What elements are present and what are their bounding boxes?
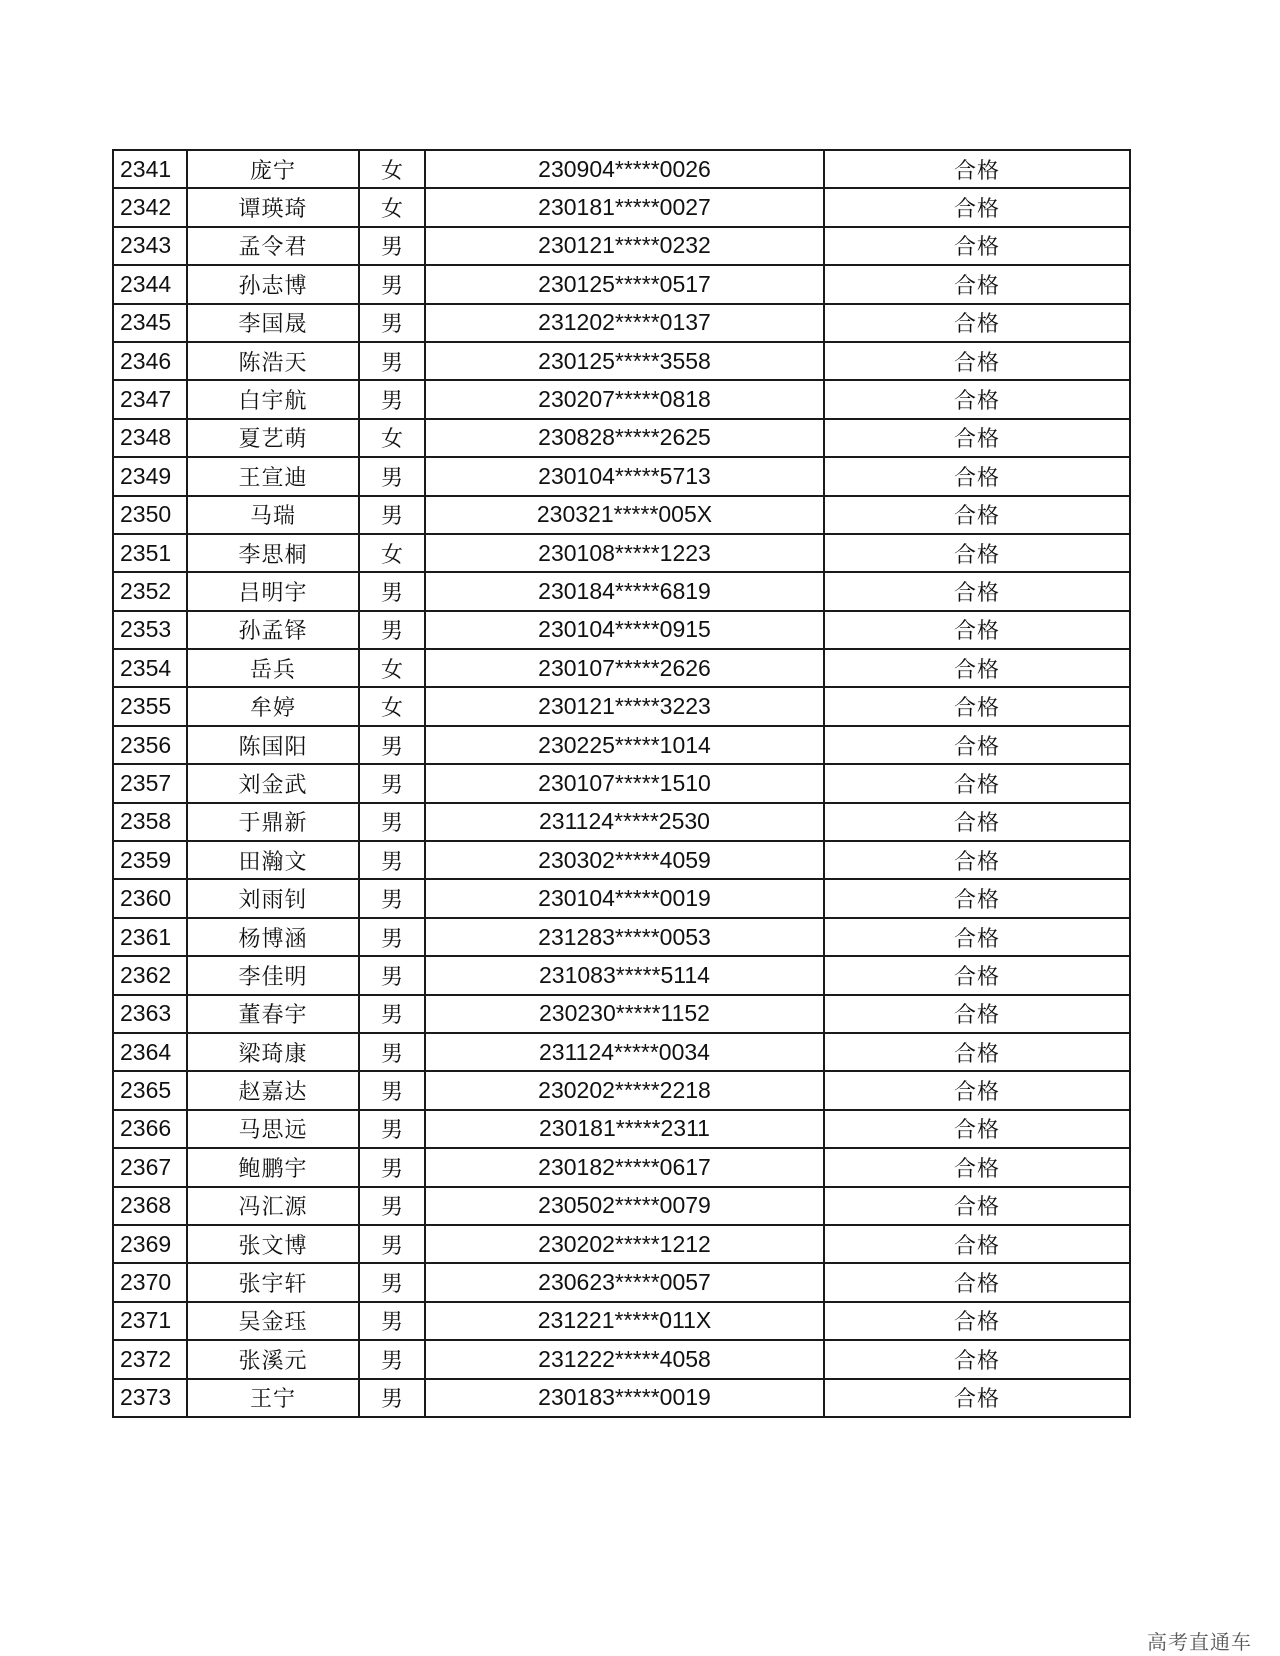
result-status: 合格 (824, 1379, 1130, 1417)
person-name: 夏艺萌 (187, 419, 359, 457)
table-row (113, 879, 1130, 917)
row-number: 2362 (113, 956, 187, 994)
id-number: 230104*****5713 (425, 457, 824, 495)
id-number: 230828*****2625 (425, 419, 824, 457)
row-number: 2354 (113, 649, 187, 687)
row-number: 2343 (113, 227, 187, 265)
table-row (113, 265, 1130, 303)
gender-cell: 男 (359, 764, 425, 802)
table-row (113, 956, 1130, 994)
table-row (113, 534, 1130, 572)
id-number: 230107*****2626 (425, 649, 824, 687)
table-row (113, 841, 1130, 879)
id-number: 230623*****0057 (425, 1263, 824, 1301)
results-table (112, 149, 1131, 1418)
row-number: 2359 (113, 841, 187, 879)
result-status: 合格 (824, 1187, 1130, 1225)
gender-cell: 男 (359, 1302, 425, 1340)
result-status: 合格 (824, 649, 1130, 687)
result-status: 合格 (824, 611, 1130, 649)
id-number: 231124*****2530 (425, 803, 824, 841)
gender-cell: 男 (359, 995, 425, 1033)
gender-cell: 男 (359, 1071, 425, 1109)
gender-cell: 女 (359, 649, 425, 687)
person-name: 马瑞 (187, 496, 359, 534)
row-number: 2357 (113, 764, 187, 802)
gender-cell: 男 (359, 457, 425, 495)
row-number: 2360 (113, 879, 187, 917)
gender-cell: 男 (359, 1187, 425, 1225)
row-number: 2342 (113, 188, 187, 226)
person-name: 田瀚文 (187, 841, 359, 879)
gender-cell: 男 (359, 1263, 425, 1301)
id-number: 230107*****1510 (425, 764, 824, 802)
result-status: 合格 (824, 687, 1130, 725)
row-number: 2345 (113, 304, 187, 342)
result-status: 合格 (824, 1148, 1130, 1186)
person-name: 张宇轩 (187, 1263, 359, 1301)
id-number: 230121*****0232 (425, 227, 824, 265)
person-name: 刘金武 (187, 764, 359, 802)
table-row (113, 188, 1130, 226)
row-number: 2346 (113, 342, 187, 380)
table-row (113, 1187, 1130, 1225)
row-number: 2363 (113, 995, 187, 1033)
table-row (113, 227, 1130, 265)
id-number: 230108*****1223 (425, 534, 824, 572)
gender-cell: 男 (359, 572, 425, 610)
gender-cell: 男 (359, 1340, 425, 1378)
person-name: 孙孟铎 (187, 611, 359, 649)
result-status: 合格 (824, 1263, 1130, 1301)
row-number: 2348 (113, 419, 187, 457)
row-number: 2351 (113, 534, 187, 572)
row-number: 2361 (113, 918, 187, 956)
gender-cell: 男 (359, 879, 425, 917)
id-number: 230104*****0915 (425, 611, 824, 649)
id-number: 231083*****5114 (425, 956, 824, 994)
person-name: 孟令君 (187, 227, 359, 265)
gender-cell: 男 (359, 1148, 425, 1186)
row-number: 2366 (113, 1110, 187, 1148)
result-status: 合格 (824, 227, 1130, 265)
id-number: 230321*****005X (425, 496, 824, 534)
gender-cell: 男 (359, 496, 425, 534)
gender-cell: 女 (359, 534, 425, 572)
result-status: 合格 (824, 496, 1130, 534)
table-row (113, 380, 1130, 418)
gender-cell: 男 (359, 1379, 425, 1417)
id-number: 231221*****011X (425, 1302, 824, 1340)
person-name: 陈浩天 (187, 342, 359, 380)
person-name: 吴金珏 (187, 1302, 359, 1340)
id-number: 230182*****0617 (425, 1148, 824, 1186)
gender-cell: 男 (359, 956, 425, 994)
row-number: 2369 (113, 1225, 187, 1263)
id-number: 230225*****1014 (425, 726, 824, 764)
table-row (113, 1340, 1130, 1378)
row-number: 2352 (113, 572, 187, 610)
table-row (113, 496, 1130, 534)
id-number: 230184*****6819 (425, 572, 824, 610)
table-row (113, 1148, 1130, 1186)
row-number: 2371 (113, 1302, 187, 1340)
result-status: 合格 (824, 1033, 1130, 1071)
result-status: 合格 (824, 1340, 1130, 1378)
gender-cell: 男 (359, 227, 425, 265)
table-row (113, 457, 1130, 495)
id-number: 230121*****3223 (425, 687, 824, 725)
person-name: 鲍鹏宇 (187, 1148, 359, 1186)
person-name: 张文博 (187, 1225, 359, 1263)
gender-cell: 男 (359, 265, 425, 303)
row-number: 2367 (113, 1148, 187, 1186)
person-name: 冯汇源 (187, 1187, 359, 1225)
table-row (113, 1379, 1130, 1417)
id-number: 230202*****1212 (425, 1225, 824, 1263)
results-table-body (113, 150, 1130, 1417)
table-row (113, 1033, 1130, 1071)
table-row (113, 1302, 1130, 1340)
id-number: 230181*****2311 (425, 1110, 824, 1148)
result-status: 合格 (824, 304, 1130, 342)
result-status: 合格 (824, 342, 1130, 380)
table-row (113, 687, 1130, 725)
row-number: 2365 (113, 1071, 187, 1109)
row-number: 2355 (113, 687, 187, 725)
table-row (113, 803, 1130, 841)
id-number: 230202*****2218 (425, 1071, 824, 1109)
person-name: 李佳明 (187, 956, 359, 994)
table-row (113, 572, 1130, 610)
row-number: 2353 (113, 611, 187, 649)
row-number: 2372 (113, 1340, 187, 1378)
person-name: 陈国阳 (187, 726, 359, 764)
person-name: 白宇航 (187, 380, 359, 418)
table-row (113, 150, 1130, 188)
person-name: 王宁 (187, 1379, 359, 1417)
result-status: 合格 (824, 534, 1130, 572)
person-name: 李思桐 (187, 534, 359, 572)
result-status: 合格 (824, 1302, 1130, 1340)
table-row (113, 995, 1130, 1033)
table-row (113, 419, 1130, 457)
person-name: 王宣迪 (187, 457, 359, 495)
gender-cell: 男 (359, 803, 425, 841)
person-name: 岳兵 (187, 649, 359, 687)
result-status: 合格 (824, 803, 1130, 841)
gender-cell: 男 (359, 726, 425, 764)
result-status: 合格 (824, 726, 1130, 764)
row-number: 2373 (113, 1379, 187, 1417)
table-row (113, 649, 1130, 687)
gender-cell: 男 (359, 611, 425, 649)
row-number: 2341 (113, 150, 187, 188)
row-number: 2358 (113, 803, 187, 841)
result-status: 合格 (824, 995, 1130, 1033)
table-row (113, 611, 1130, 649)
id-number: 231202*****0137 (425, 304, 824, 342)
row-number: 2364 (113, 1033, 187, 1071)
result-status: 合格 (824, 572, 1130, 610)
gender-cell: 男 (359, 918, 425, 956)
row-number: 2368 (113, 1187, 187, 1225)
person-name: 牟婷 (187, 687, 359, 725)
result-status: 合格 (824, 1110, 1130, 1148)
id-number: 231222*****4058 (425, 1340, 824, 1378)
result-status: 合格 (824, 457, 1130, 495)
result-status: 合格 (824, 380, 1130, 418)
table-row (113, 304, 1130, 342)
result-status: 合格 (824, 764, 1130, 802)
person-name: 刘雨钊 (187, 879, 359, 917)
result-status: 合格 (824, 918, 1130, 956)
gender-cell: 男 (359, 841, 425, 879)
watermark-label: 高考直通车 (1147, 1630, 1252, 1654)
gender-cell: 男 (359, 1033, 425, 1071)
id-number: 230207*****0818 (425, 380, 824, 418)
row-number: 2356 (113, 726, 187, 764)
id-number: 230904*****0026 (425, 150, 824, 188)
gender-cell: 男 (359, 342, 425, 380)
gender-cell: 男 (359, 304, 425, 342)
gender-cell: 女 (359, 419, 425, 457)
result-status: 合格 (824, 265, 1130, 303)
id-number: 230230*****1152 (425, 995, 824, 1033)
person-name: 马思远 (187, 1110, 359, 1148)
id-number: 230502*****0079 (425, 1187, 824, 1225)
id-number: 230302*****4059 (425, 841, 824, 879)
result-status: 合格 (824, 1071, 1130, 1109)
table-row (113, 1263, 1130, 1301)
table-row (113, 918, 1130, 956)
person-name: 梁琦康 (187, 1033, 359, 1071)
result-status: 合格 (824, 956, 1130, 994)
table-row (113, 726, 1130, 764)
id-number: 230104*****0019 (425, 879, 824, 917)
person-name: 杨博涵 (187, 918, 359, 956)
id-number: 230181*****0027 (425, 188, 824, 226)
table-row (113, 1225, 1130, 1263)
table-row (113, 1071, 1130, 1109)
result-status: 合格 (824, 188, 1130, 226)
gender-cell: 女 (359, 687, 425, 725)
person-name: 赵嘉达 (187, 1071, 359, 1109)
id-number: 230125*****3558 (425, 342, 824, 380)
person-name: 吕明宇 (187, 572, 359, 610)
table-row (113, 342, 1130, 380)
row-number: 2347 (113, 380, 187, 418)
result-status: 合格 (824, 841, 1130, 879)
table-row (113, 764, 1130, 802)
person-name: 张溪元 (187, 1340, 359, 1378)
gender-cell: 男 (359, 1225, 425, 1263)
gender-cell: 女 (359, 150, 425, 188)
person-name: 谭瑛琦 (187, 188, 359, 226)
gender-cell: 男 (359, 1110, 425, 1148)
id-number: 231124*****0034 (425, 1033, 824, 1071)
person-name: 董春宇 (187, 995, 359, 1033)
gender-cell: 男 (359, 380, 425, 418)
result-status: 合格 (824, 419, 1130, 457)
id-number: 230183*****0019 (425, 1379, 824, 1417)
row-number: 2344 (113, 265, 187, 303)
result-status: 合格 (824, 150, 1130, 188)
result-status: 合格 (824, 879, 1130, 917)
row-number: 2349 (113, 457, 187, 495)
row-number: 2350 (113, 496, 187, 534)
gender-cell: 女 (359, 188, 425, 226)
person-name: 于鼎新 (187, 803, 359, 841)
person-name: 李国晟 (187, 304, 359, 342)
id-number: 231283*****0053 (425, 918, 824, 956)
table-row (113, 1110, 1130, 1148)
result-status: 合格 (824, 1225, 1130, 1263)
person-name: 庞宁 (187, 150, 359, 188)
row-number: 2370 (113, 1263, 187, 1301)
person-name: 孙志博 (187, 265, 359, 303)
id-number: 230125*****0517 (425, 265, 824, 303)
